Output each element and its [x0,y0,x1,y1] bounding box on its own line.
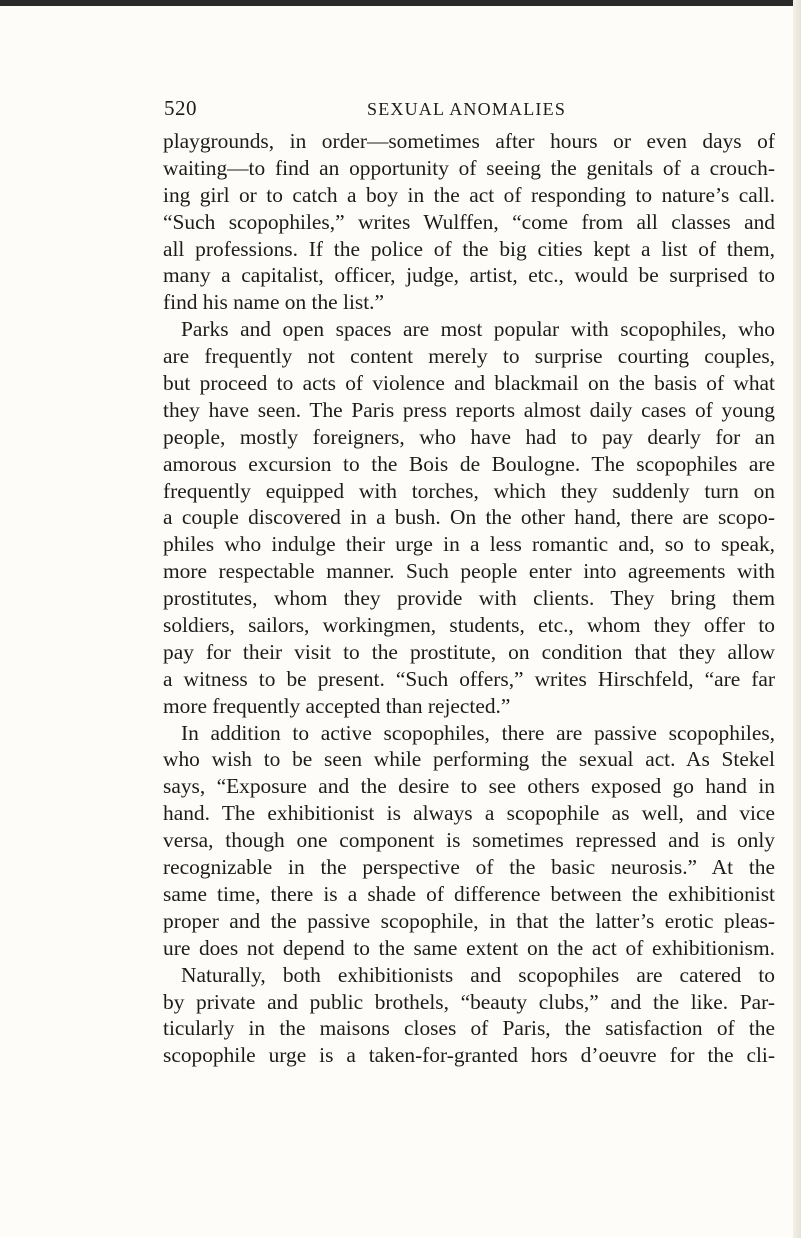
text-line: amorous excursion to the Bois de Boulogne. The scopophiles are [163,451,775,476]
text-line: soldiers, sailors, workingmen, students, etc., whom they offer to [163,613,775,638]
text-line: more respectable manner. Such people enter into agreements with [163,559,775,584]
text-line: proper and the passive scopophile, in that the latter’s erotic pleas- [163,908,775,933]
scan-right-edge [793,0,801,1238]
text-line: scopophile urge is a taken-for-granted hors d’oeuvre for the cli- [163,1043,775,1068]
text-line: by private and public brothels, “beauty clubs,” and the like. Par- [163,989,775,1014]
text-line: recognizable in the perspective of the basic neurosis.” At the [163,855,775,880]
text-line: ticularly in the maisons closes of Paris, the satisfaction of the [163,1016,775,1041]
text-line: playgrounds, in order—sometimes after hours or even days of [163,129,775,153]
text-line: are frequently not content merely to surprise courting couples, [163,344,775,369]
text-line: all professions. If the police of the big cities kept a list of them, [163,236,775,261]
text-line: same time, there is a shade of difference between the exhibitionist [163,881,775,906]
text-line: prostitutes, whom they provide with clients. They bring them [163,586,775,611]
text-line: a couple discovered in a bush. On the other hand, there are scopo- [163,505,775,530]
text-line: frequently equipped with torches, which they suddenly turn on [163,478,775,503]
text-line: Naturally, both exhibitionists and scopophiles are catered to [181,962,775,987]
text-line: “Such scopophiles,” writes Wulffen, “come from all classes and [163,209,775,234]
page-number: 520 [164,96,197,120]
text-line: philes who indulge their urge in a less romantic and, so to speak, [163,532,775,557]
text-line: pay for their visit to the prostitute, on condition that they allow [163,639,775,664]
page-header: SEXUAL ANOMALIES [367,99,567,119]
text-line: a witness to be present. “Such offers,” writes Hirschfeld, “are far [163,666,775,691]
text-line: ure does not depend to the same extent on the act of exhibitionism. [163,935,775,960]
scan-top-edge [0,0,801,6]
text-line: versa, though one component is sometimes repressed and is only [163,828,775,853]
text-line: people, mostly foreigners, who have had to pay dearly for an [163,424,775,449]
text-line: says, “Exposure and the desire to see others exposed go hand in [163,774,775,799]
text-line: ing girl or to catch a boy in the act of responding to nature’s call. [163,182,775,207]
text-line: In addition to active scopophiles, there are passive scopophiles, [181,720,775,745]
text-line: who wish to be seen while performing the sexual act. As Stekel [163,747,775,772]
text-line: more frequently accepted than rejected.” [163,693,511,718]
text-line: waiting—to find an opportunity of seeing the genitals of a crouch- [163,155,775,180]
running-head [0,96,801,126]
text-line: but proceed to acts of violence and blackmail on the basis of what [163,371,775,396]
body-text [163,128,775,1069]
text-line: Parks and open spaces are most popular with scopophiles, who [181,317,775,342]
text-line: find his name on the list.” [163,290,384,315]
text-line: hand. The exhibitionist is always a scopophile as well, and vice [163,801,775,826]
text-line: many a capitalist, officer, judge, artist, etc., would be surprised to [163,263,775,288]
text-line: they have seen. The Paris press reports almost daily cases of young [163,397,775,422]
